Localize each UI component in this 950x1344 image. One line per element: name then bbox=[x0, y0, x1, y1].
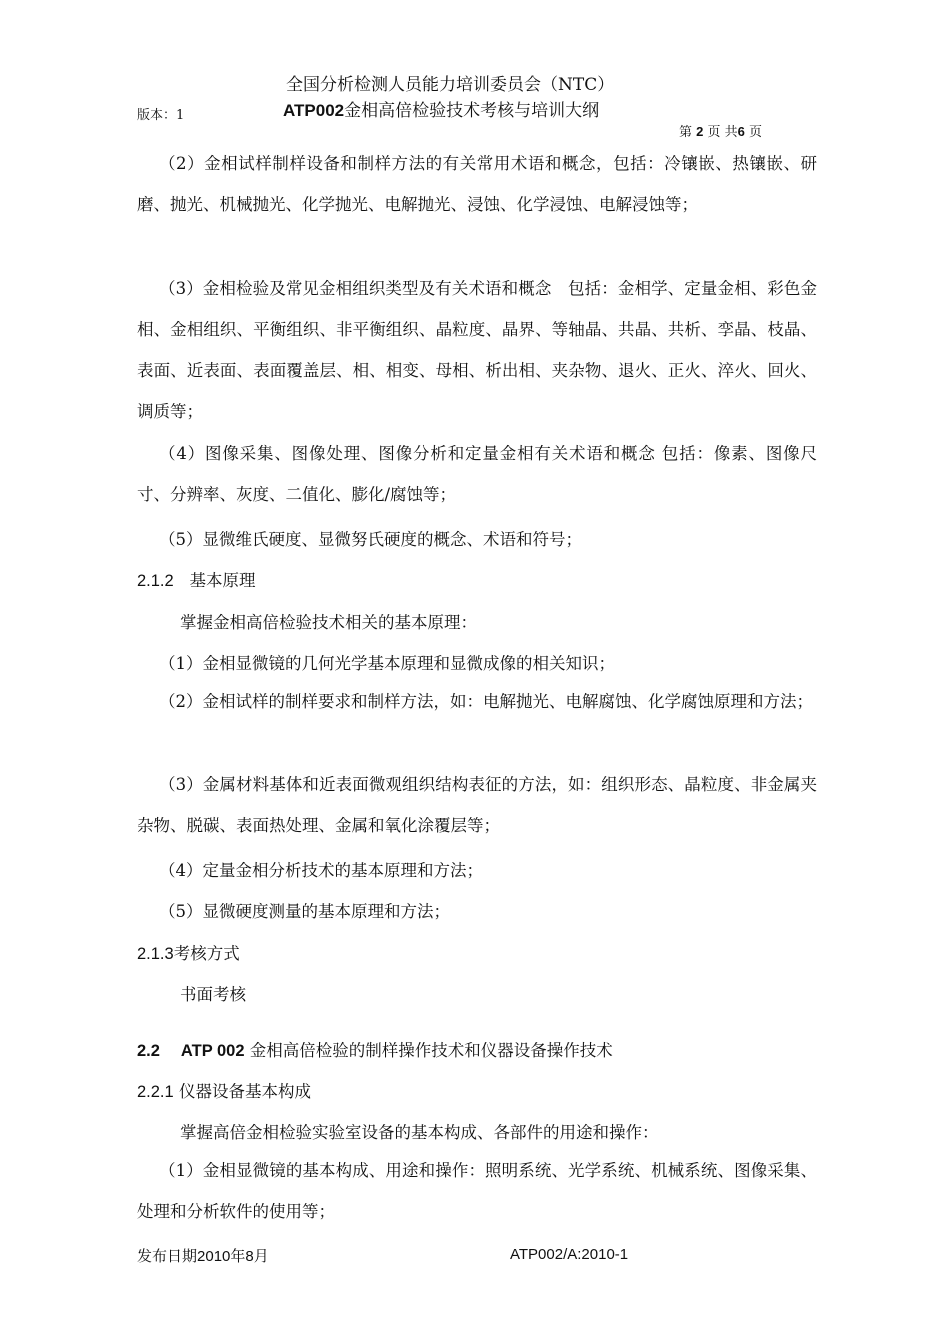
header-title-text: 金相高倍检验技术考核与培训大纲 bbox=[344, 101, 600, 121]
section-2-2-1-intro: 掌握高倍金相检验实验室设备的基本构成、各部件的用途和操作： bbox=[180, 1123, 659, 1142]
section-code: ATP 002 bbox=[180, 1042, 245, 1060]
section-title: 基本原理 bbox=[189, 571, 256, 590]
footer-code: ATP002/A:2010-1 bbox=[510, 1246, 629, 1263]
section-2-1-3-body: 书面考核 bbox=[180, 985, 246, 1004]
footer-month-unit: 月 bbox=[253, 1247, 269, 1265]
equipment-item-1: （1）金相显微镜的基本构成、用途和操作：照明系统、光学系统、机械系统、图像采集、处理和分析软件的使用等； bbox=[137, 1161, 817, 1221]
header-title bbox=[283, 96, 599, 121]
footer-year: 2010 bbox=[197, 1248, 231, 1265]
footer-year-unit: 年 bbox=[230, 1247, 246, 1265]
page-total: 6 bbox=[737, 124, 745, 139]
section-number: 2.1.3 bbox=[137, 945, 174, 963]
section-title: 仪器设备基本构成 bbox=[178, 1082, 311, 1101]
page-counter bbox=[679, 121, 762, 140]
section-number: 2.2.1 bbox=[137, 1083, 174, 1101]
header-version: 版本：1 bbox=[137, 108, 185, 123]
principle-item-4: （4）定量金相分析技术的基本原理和方法； bbox=[159, 861, 483, 880]
principle-item-3: （3）金属材料基体和近表面微观组织结构表征的方法，如：组织形态、晶粒度、非金属夹杂物、脱碳、表面热处理、金属和氧化涂覆层等； bbox=[137, 775, 817, 835]
header-org: 全国分析检测人员能力培训委员会（NTC） bbox=[286, 75, 615, 95]
section-2-1-3-heading bbox=[137, 940, 240, 964]
section-2-2-1-heading bbox=[137, 1078, 311, 1102]
section-number: 2.1.2 bbox=[137, 572, 174, 590]
page-number: 2 bbox=[696, 124, 704, 139]
section-2-2-heading bbox=[137, 1037, 613, 1061]
page-prefix: 第 bbox=[679, 125, 693, 140]
paragraph-4-terms: （4）图像采集、图像处理、图像分析和定量金相有关术语和概念 包括：像素、图像尺寸、分辨率、灰度、二值化、膨化/腐蚀等； bbox=[137, 444, 817, 504]
section-2-1-2-heading bbox=[137, 567, 255, 591]
footer-date-prefix: 发布日期 bbox=[137, 1247, 198, 1265]
footer-month: 8 bbox=[245, 1248, 254, 1265]
footer-date bbox=[137, 1245, 269, 1266]
section-2-1-2-intro: 掌握金相高倍检验技术相关的基本原理： bbox=[180, 613, 477, 632]
principle-item-1: （1）金相显微镜的几何光学基本原理和显微成像的相关知识； bbox=[159, 654, 615, 673]
header-title-code: ATP002 bbox=[283, 101, 345, 120]
principle-item-2: （2）金相试样的制样要求和制样方法，如：电解抛光、电解腐蚀、化学腐蚀原理和方法； bbox=[159, 692, 813, 711]
principle-item-5: （5）显微硬度测量的基本原理和方法； bbox=[159, 902, 450, 921]
page-mid: 页 共 bbox=[707, 125, 738, 140]
paragraph-2-terms: （2）金相试样制样设备和制样方法的有关常用术语和概念，包括：冷镶嵌、热镶嵌、研磨、抛光、机械抛光、化学抛光、电解抛光、浸蚀、化学浸蚀、电解浸蚀等； bbox=[137, 154, 817, 214]
section-title: 金相高倍检验的制样操作技术和仪器设备操作技术 bbox=[249, 1041, 613, 1060]
section-number: 2.2 bbox=[137, 1042, 160, 1060]
section-title: 考核方式 bbox=[173, 944, 240, 963]
page-suffix: 页 bbox=[749, 125, 763, 140]
paragraph-5-terms: （5）显微维氏硬度、显微努氏硬度的概念、术语和符号； bbox=[159, 530, 582, 549]
paragraph-3-terms: （3）金相检验及常见金相组织类型及有关术语和概念 包括：金相学、定量金相、彩色金相、金相组织、平衡组织、非平衡组织、晶粒度、晶界、等轴晶、共晶、共析、孪晶、枝晶、表面、近表面、表面覆盖层、相、相变、母相、析出相、夹杂物、退火、正火、淬火、回火、调质等； bbox=[137, 279, 817, 421]
